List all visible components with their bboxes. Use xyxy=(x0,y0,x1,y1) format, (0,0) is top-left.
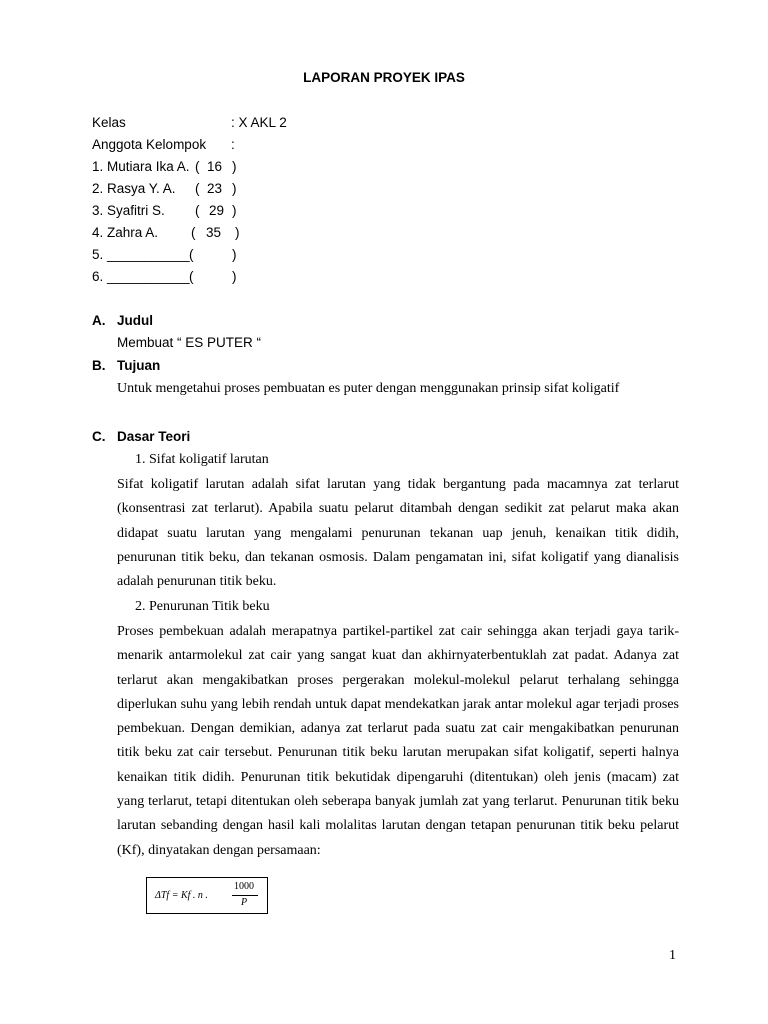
paragraph-sifat-koligatif: Sifat koligatif larutan adalah sifat larutan yang tidak bergantung pada macamnya zat terlarut (konsentrasi zat terlarut). Apabila suatu pelarut ditambah dengan sedikit zat pelarut maka akan didapat suatu larutan yang mengalami penurunan tekanan uap jenuh, kenaikan titik didih, penurunan titik beku, dan tekanan osmosis. Dalam pengamatan ini, sifat koligatif yang dianalisis adalah penurunan titik beku. xyxy=(117,477,679,590)
page-number: 1 xyxy=(669,948,676,963)
formula-fraction-bar xyxy=(232,895,258,896)
member-close-paren: ) xyxy=(232,203,237,218)
member-name: 1. Mutiara Ika A. xyxy=(92,159,190,174)
member-number: 29 xyxy=(209,203,225,218)
anggota-colon: : xyxy=(231,137,235,152)
section-b-title: Tujuan xyxy=(117,358,161,373)
section-a-title: Judul xyxy=(117,313,153,328)
document-title: LAPORAN PROYEK IPAS xyxy=(303,70,465,85)
member-number: 35 xyxy=(206,225,222,240)
formula-box xyxy=(146,877,268,914)
section-c-title: Dasar Teori xyxy=(117,429,191,444)
member-name: 4. Zahra A. xyxy=(92,225,159,240)
member-name: 2. Rasya Y. A. xyxy=(92,181,176,196)
formula-numerator: 1000 xyxy=(234,881,254,892)
member-close-paren: ) xyxy=(232,247,237,262)
section-b-text: Untuk mengetahui proses pembuatan es puter dengan menggunakan prinsip sifat koligatif xyxy=(117,381,620,396)
subheading-sifat-koligatif: 1. Sifat koligatif larutan xyxy=(135,452,269,467)
section-c-letter: C. xyxy=(92,429,106,444)
member-name: 3. Syafitri S. xyxy=(92,203,165,218)
paragraph-penurunan-titik-beku: Proses pembekuan adalah merapatnya partikel-partikel zat cair sehingga akan terjadi gaya tarik-menarik antarmolekul zat cair yang sangat kuat dan akhirnyaterbentuklah zat padat. Adanya zat terlarut akan mengakibatkan proses pergerakan molekul-molekul pelarut terhalang sehingga diperlukan suhu yang lebih rendah untuk dapat mendekatkan jarak antar molekul agar terjadi proses pembekuan. Dengan demikian, adanya zat terlarut pada suatu zat cair mengakibatkan penurunan titik beku zat cair tersebut. Penurunan titik beku larutan merupakan sifat koligatif, seperti halnya kenaikan titik didih. Penurunan titik bekutidak dipengaruhi (ditentukan) oleh jenis (macam) zat yang terlarut, tetapi ditentukan oleh seberapa banyak jumlah zat yang terlarut. Penurunan titik beku larutan sebanding dengan hasil kali molalitas larutan dengan tetapan penurunan titik beku pelarut (Kf), dinyatakan dengan persamaan: xyxy=(117,624,679,858)
member-open-paren: ( xyxy=(195,181,200,196)
subheading-penurunan-titik-beku: 2. Penurunan Titik beku xyxy=(135,599,270,614)
member-close-paren: ) xyxy=(235,225,240,240)
member-open-paren: ( xyxy=(195,203,200,218)
section-a-text: Membuat “ ES PUTER “ xyxy=(117,335,262,350)
member-close-paren: ) xyxy=(232,269,237,284)
member-close-paren: ) xyxy=(232,159,237,174)
member-number: 23 xyxy=(207,181,223,196)
section-a-letter: A. xyxy=(92,313,106,328)
member-open-paren: ( xyxy=(189,269,194,284)
kelas-label: Kelas xyxy=(92,115,126,130)
formula-lhs: ΔTf = Kf . n . xyxy=(155,890,208,901)
member-open-paren: ( xyxy=(189,247,194,262)
formula-denominator: P xyxy=(241,897,248,908)
member-name: 6. ___________ xyxy=(92,269,190,284)
anggota-label: Anggota Kelompok xyxy=(92,137,207,152)
section-b-letter: B. xyxy=(92,358,106,373)
member-open-paren: ( xyxy=(195,159,200,174)
member-name: 5. ___________ xyxy=(92,247,190,262)
kelas-value: : X AKL 2 xyxy=(231,115,287,130)
member-number: 16 xyxy=(207,159,223,174)
member-open-paren: ( xyxy=(191,225,196,240)
member-close-paren: ) xyxy=(232,181,237,196)
